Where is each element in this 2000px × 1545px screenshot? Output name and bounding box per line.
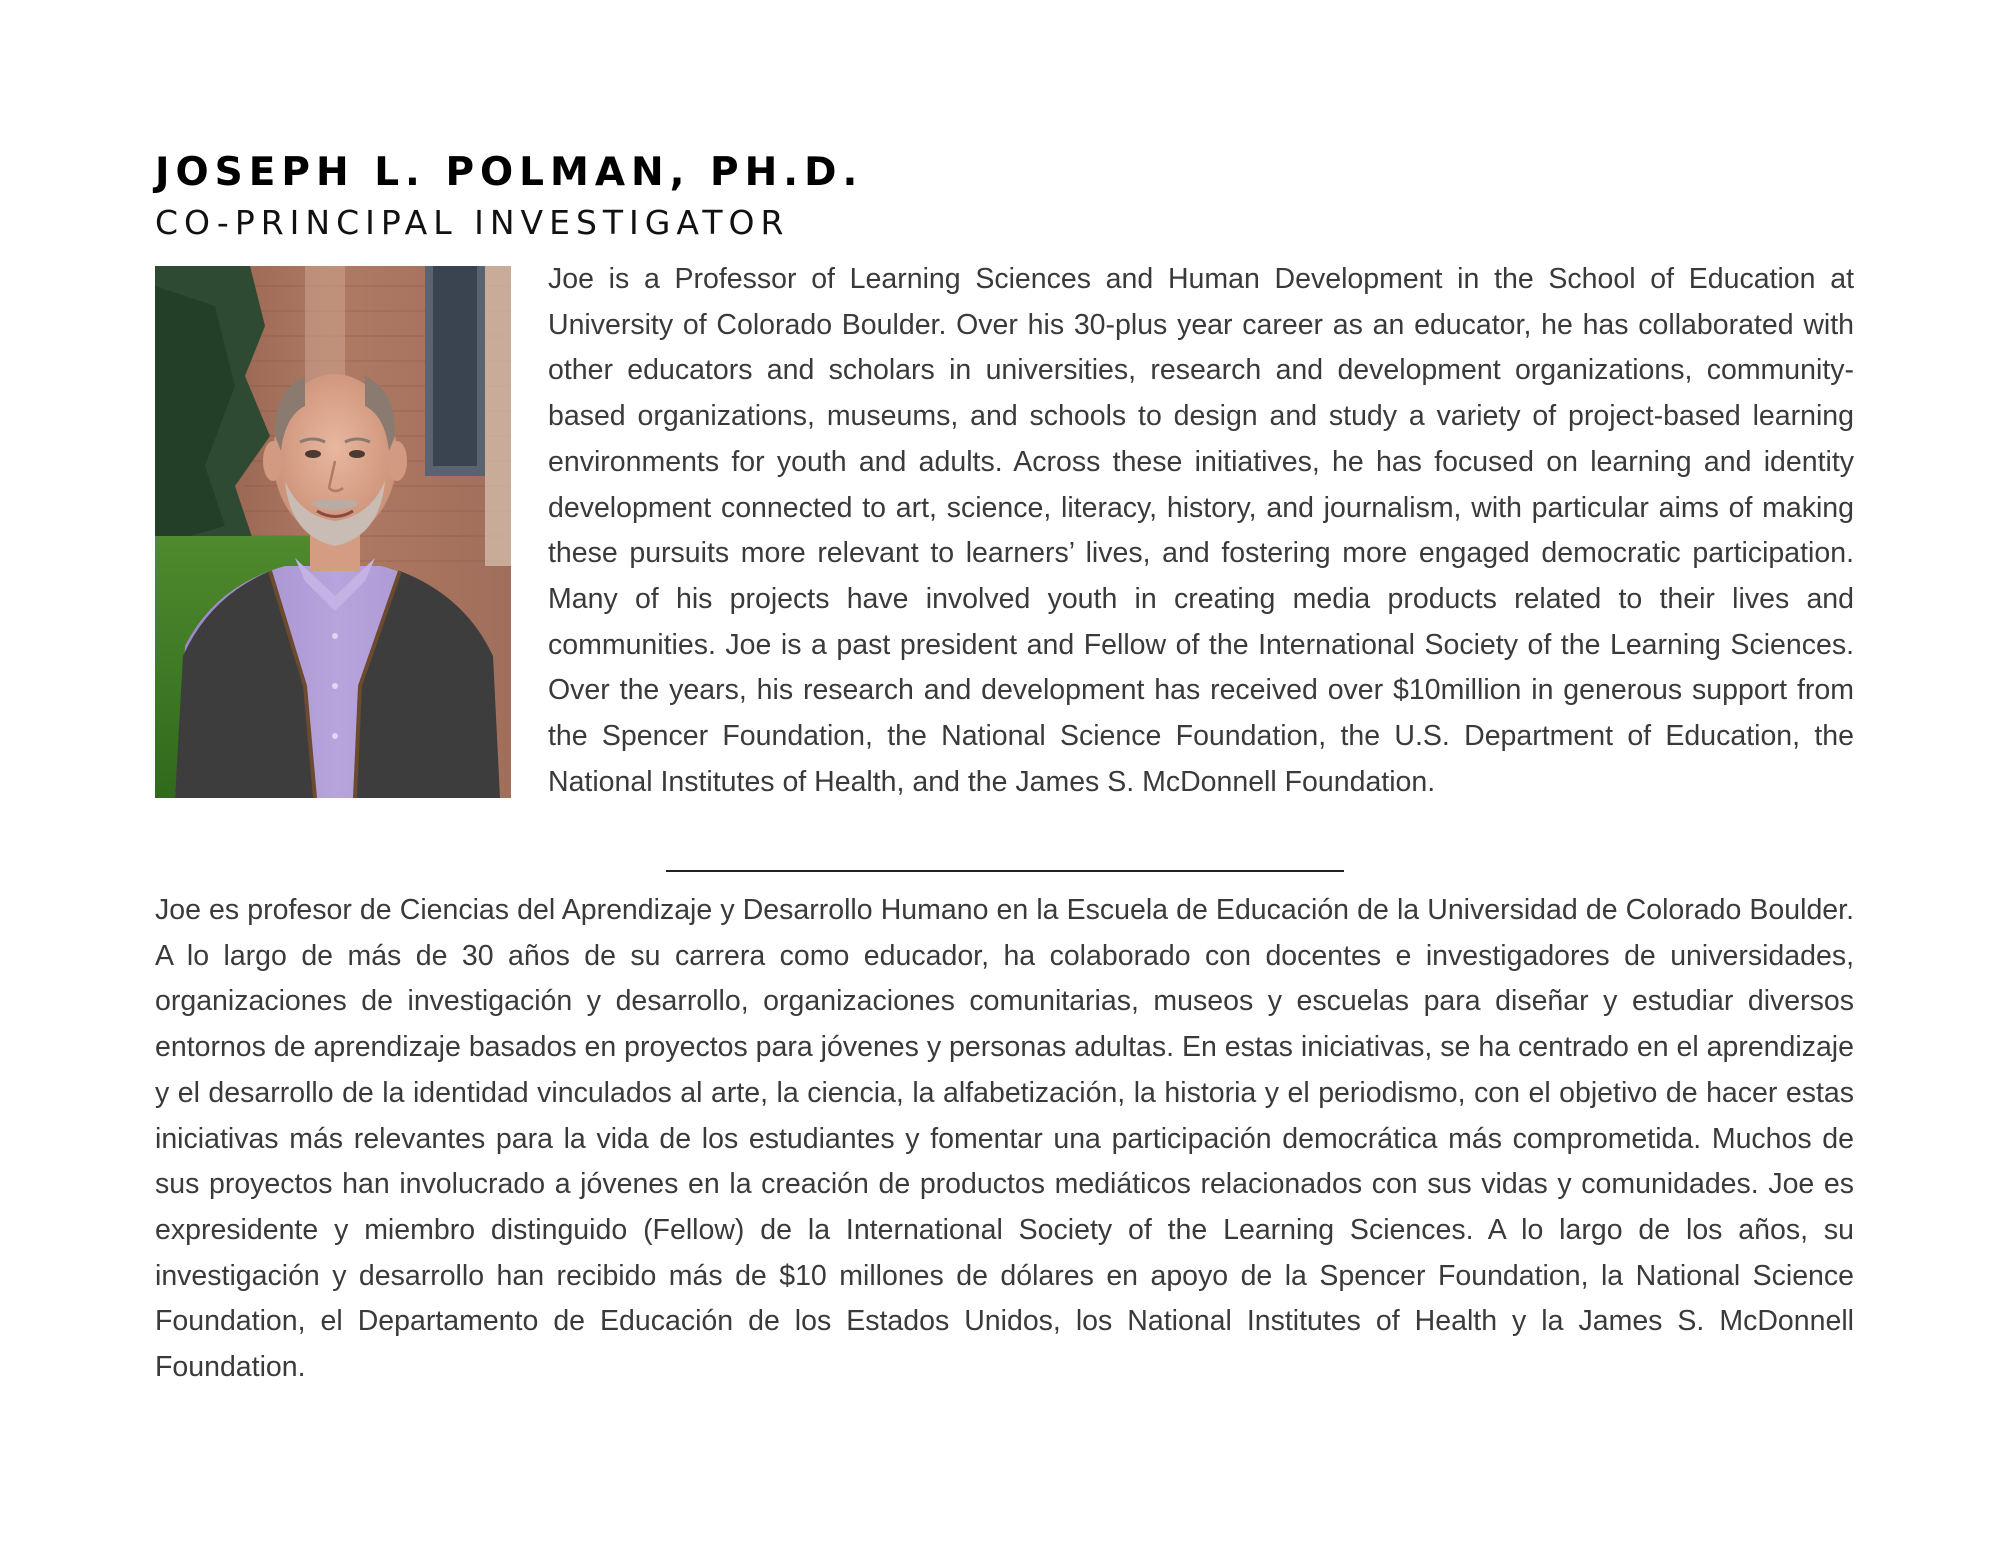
portrait-photo [155,266,511,798]
bio-spanish: Joe es profesor de Ciencias del Aprendizaje y Desarrollo Humano en la Escuela de Educación de la Universidad de Colorado Boulder. A lo largo de más de 30 años de su carrera como educador, ha colaborado con docentes e investigadores de universidades, organizaciones de investigación y desarrollo, organizaciones comunitarias, museos y escuelas para diseñar y estudiar diversos entornos de aprendizaje basados en proyectos para jóvenes y personas adultas. En estas iniciativas, se ha centrado en el aprendizaje y el desarrollo de la identidad vinculados al arte, la ciencia, la alfabetización, la historia y el periodismo, con el objetivo de hacer estas iniciativas más relevantes para la vida de los estudiantes y fomentar una participación democrática más comprometida. Muchos de sus proyectos han involucrado a jóvenes en la creación de productos mediáticos relacionados con sus vidas y comunidades. Joe es expresidente y miembro distinguido (Fellow) de la International Society of the Learning Sciences. A lo largo de los años, su investigación y desarrollo han recibido más de $10 millones de dólares en apoyo de la Spencer Foundation, la National Science Foundation, el Departamento de Educación de los Estados Unidos, los National Institutes of Health y la James S. McDonnell Foundation. [155,894,1854,1384]
bio-english: Joe is a Professor of Learning Sciences and Human Development in the School of Education at University of Colorado Boulder. Over his 30-plus year career as an educator, he has collaborated with other educators and scholars in universities, research and development organizations, community-based organizations, museums, and schools to design and study a variety of project-based learning environments for youth and adults. Across these initiatives, he has focused on learning and identity development connected to art, science, literacy, history, and journalism, with particular aims of making these pursuits more relevant to learners’ lives, and fostering more engaged democratic participation. Many of his projects have involved youth in creating media products related to their lives and communities. Joe is a past president and Fellow of the International Society of the Learning Sciences. Over the years, his research and development has received over $10million in generous support from the Spencer Foundation, the National Science Foundation, the U.S. Department of Education, the National Institutes of Health, and the James S. McDonnell Foundation. [548,263,1854,798]
person-role: CO-PRINCIPAL INVESTIGATOR [155,203,790,242]
person-name: JOSEPH L. POLMAN, PH.D. [155,150,864,195]
section-divider [666,870,1344,872]
